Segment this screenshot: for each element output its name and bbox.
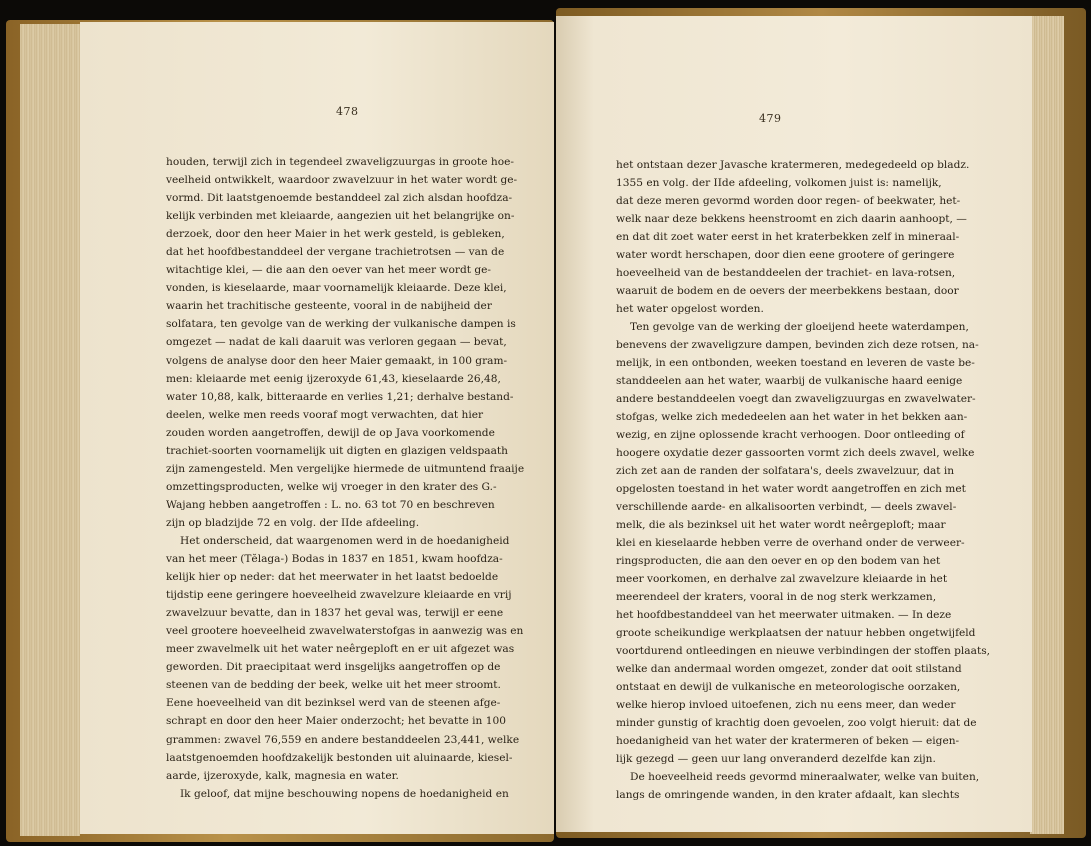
text-line: voortdurend ontleedingen en nieuwe verbindingen der stoffen plaats, — [616, 645, 991, 657]
text-line: witachtige klei, — die aan den oever van het meer wordt ge- — [166, 264, 491, 277]
text-line: zijn zamengesteld. Men vergelijke hiermede de uitmuntend fraaije — [166, 462, 525, 475]
text-line: andere bestanddeelen voegt dan zwaveligzuurgas en zwavelwater- — [616, 393, 976, 405]
text-line: waarin het trachitische gesteente, vooral in de nabijheid der — [166, 300, 492, 313]
text-line: deelen, welke men reeds vooraf mogt verwachten, dat hier — [166, 408, 484, 421]
text-line: welke dan andermaal worden omgezet, zonder dat ooit stilstand — [616, 663, 962, 675]
text-line: hoogere oxydatie dezer gassoorten vormt zich deels zwavel, welke — [616, 447, 975, 459]
text-line: stofgas, welke zich mededeelen aan het water in het bekken aan- — [616, 411, 968, 423]
text-line: minder gunstig of krachtig doen gevoelen, zoo volgt hieruit: dat de — [616, 717, 977, 729]
right-page-edges — [1030, 16, 1064, 834]
text-line: water 10,88, kalk, bitteraarde en verlies 1,21; derhalve bestand- — [166, 390, 514, 403]
text-line: tijdstip eene geringere hoeveelheid zwavelzure kleiaarde en vrij — [166, 589, 512, 602]
text-line: van het meer (Tĕlaga-) Bodas in 1837 en 1851, kwam hoofdza- — [166, 553, 503, 566]
text-line: steenen van de bedding der beek, welke uit het meer stroomt. — [166, 679, 501, 692]
text-line: dat het hoofdbestanddeel der vergane trachietrotsen — van de — [166, 246, 505, 259]
text-line: lijk gezegd — geen uur lang onveranderd dezelfde kan zijn. — [616, 753, 936, 765]
text-line: solfatara, ten gevolge van de werking der vulkanische dampen is — [166, 318, 516, 331]
text-line: meer voorkomen, en derhalve zal zwavelzure kleiaarde in het — [616, 573, 948, 585]
text-line: veelheid ontwikkelt, waardoor zwavelzuur in het water wordt ge- — [166, 174, 518, 187]
text-line: 1355 en volg. der IIde afdeeling, volkomen juist is: namelijk, — [616, 177, 942, 189]
text-line: omzettingsproducten, welke wij vroeger in den krater des G.- — [166, 480, 497, 493]
text-line: trachiet-soorten voornamelijk uit digten en glazigen veldspaath — [166, 444, 508, 457]
text-line: schrapt en door den heer Maier onderzocht; het bevatte in 100 — [166, 715, 506, 728]
text-line: opgelosten toestand in het water wordt aangetroffen en zich met — [616, 483, 966, 495]
right-page — [556, 16, 1032, 832]
text-line: vonden, is kieselaarde, maar voornamelijk kleiaarde. Deze klei, — [166, 282, 507, 295]
text-line: meer zwavelmelk uit het water neêrgeploft en er uit afgezet was — [166, 643, 515, 656]
text-line: het hoofdbestanddeel van het meerwater uitmaken. — In deze — [616, 609, 952, 621]
text-line: melijk, in een ontbonden, weeken toestand en leveren de vaste be- — [616, 357, 975, 369]
text-line: standdeelen aan het water, waarbij de vulkanische haard eenige — [616, 375, 963, 387]
text-line: wezig, en zijne oplossende kracht verhoogen. Door ontleeding of — [616, 429, 965, 441]
text-line: houden, terwijl zich in tegendeel zwaveligzuurgas in groote hoe- — [166, 156, 514, 168]
text-line: veel grootere hoeveelheid zwavelwaterstofgas in aanwezig was en — [166, 625, 524, 638]
left-page-text — [166, 153, 525, 803]
text-line: benevens der zwaveligzure dampen, bevinden zich deze rotsen, na- — [616, 339, 979, 351]
text-line: kelijk hier op neder: dat het meerwater in het laatst bedoelde — [166, 571, 499, 584]
text-line: Wajang hebben aangetroffen : L. no. 63 tot 70 en beschreven — [166, 498, 495, 511]
text-line: meerendeel der kraters, vooral in de nog sterk werkzamen, — [616, 591, 937, 603]
text-line: kelijk verbinden met kleiaarde, aangezien uit het belangrijke on- — [166, 210, 515, 223]
text-line: en dat dit zoet water eerst in het kraterbekken zelf in mineraal- — [616, 231, 960, 243]
text-line: het water opgelost worden. — [616, 303, 764, 315]
right-page-number: 479 — [759, 112, 782, 125]
right-page-text — [616, 156, 991, 804]
text-line: melk, die als bezinksel uit het water wordt neêrgeploft; maar — [616, 519, 946, 531]
text-line: derzoek, door den heer Maier in het werk gesteld, is gebleken, — [166, 228, 505, 241]
text-line: verschillende aarde- en alkalisoorten verbindt, — deels zwavel- — [616, 501, 957, 513]
text-line: aarde, ijzeroxyde, kalk, magnesia en water. — [166, 769, 399, 782]
text-line: vormd. Dit laatstgenoemde bestanddeel zal zich alsdan hoofdza- — [166, 192, 513, 205]
text-line: hoeveelheid van de bestanddeelen der trachiet- en lava-rotsen, — [616, 267, 956, 279]
text-line: zouden worden aangetroffen, dewijl de op Java voorkomende — [166, 426, 495, 439]
text-line: ringsproducten, die aan den oever en op den bodem van het — [616, 555, 941, 567]
text-line: groote scheikundige werkplaatsen der natuur hebben ongetwijfeld — [616, 627, 976, 639]
text-line: omgezet — nadat de kali daaruit was verloren gegaan — bevat, — [166, 336, 507, 349]
text-line: zich zet aan de randen der solfatara's, deels zwavelzuur, dat in — [616, 465, 955, 477]
text-line: dat deze meren gevormd worden door regen- of beekwater, het- — [616, 195, 961, 207]
text-line: welke hierop invloed uitoefenen, zich nu eens meer, dan weder — [616, 699, 956, 711]
text-line: grammen: zwavel 76,559 en andere bestanddeelen 23,441, welke — [166, 733, 520, 746]
left-page-number: 478 — [336, 105, 359, 118]
text-line: ontstaat en dewijl de vulkanische en meteorologische oorzaken, — [616, 681, 961, 693]
text-line: De hoeveelheid reeds gevormd mineraalwater, welke van buiten, — [630, 771, 980, 783]
text-line: Ten gevolge van de werking der gloeijend heete waterdampen, — [630, 321, 969, 333]
text-line: men: kleiaarde met eenig ijzeroxyde 61,43, kieselaarde 26,48, — [166, 372, 501, 385]
text-line: geworden. Dit praecipitaat werd insgelijks aangetroffen op de — [166, 661, 501, 674]
text-line: zijn op bladzijde 72 en volg. der IIde afdeeling. — [166, 516, 420, 529]
text-line: laatstgenoemden hoofdzakelijk bestonden uit aluinaarde, kiesel- — [166, 751, 513, 764]
text-line: het ontstaan dezer Javasche kratermeren, medegedeeld op bladz. — [616, 159, 970, 171]
text-line: volgens de analyse door den heer Maier gemaakt, in 100 gram- — [166, 354, 508, 367]
text-line: welk naar deze bekkens heenstroomt en zich daarin aanhoopt, — — [616, 213, 967, 225]
left-page-edges — [20, 24, 80, 836]
text-line: hoedanigheid van het water der kratermeren of beken — eigen- — [616, 735, 960, 747]
text-line: klei en kieselaarde hebben verre de overhand onder de verweer- — [616, 537, 965, 549]
text-line: Het onderscheid, dat waargenomen werd in de hoedanigheid — [180, 534, 510, 547]
left-page — [80, 22, 554, 834]
text-line: waaruit de bodem en de oevers der meerbekkens bestaan, door — [616, 285, 959, 297]
text-line: Ik geloof, dat mijne beschouwing nopens de hoedanigheid en — [180, 787, 509, 800]
text-line: langs de omringende wanden, in den krater afdaalt, kan slechts — [616, 789, 960, 801]
text-line: water wordt herschapen, door dien eene grootere of geringere — [616, 249, 955, 261]
text-line: zwavelzuur bevatte, dan in 1837 het geval was, terwijl er eene — [166, 607, 504, 620]
text-line: Eene hoeveelheid van dit bezinksel werd van de steenen afge- — [166, 697, 501, 710]
